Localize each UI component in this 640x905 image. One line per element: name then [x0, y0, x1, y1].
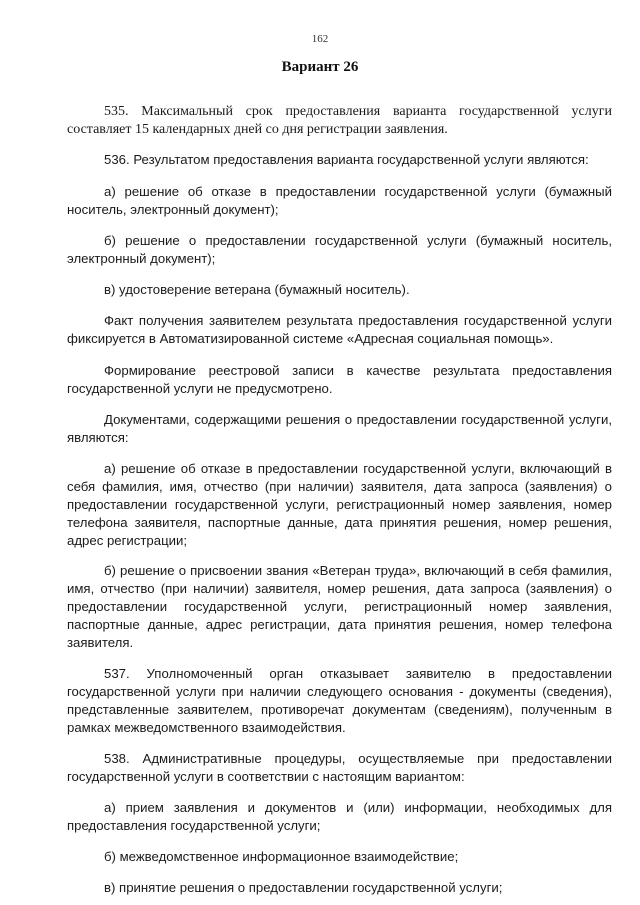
paragraph-registry: Формирование реестровой записи в качестве результата предоставления государственной услуги не предусмотрено. — [67, 363, 612, 396]
page-number: 162 — [311, 33, 329, 45]
section-title: Вариант 26 — [281, 59, 359, 75]
paragraph-535: 535. Максимальный срок предоставления варианта государственной услуги составляет 15 календарных дней со дня регистрации заявления. — [67, 104, 612, 137]
document-body — [67, 103, 612, 897]
paragraph-documents-a: а) решение об отказе в предоставлении государственной услуги, включающий в себя фамилия, имя, отчество (при наличии) заявителя, дата запроса (заявления) о предоставлении государственной услуги, регистрационный номер заявления, номер телефона заявителя, паспортные данные, дата принятия решения, номер решения, адрес регистрации; — [67, 461, 612, 548]
paragraph-536-a: а) решение об отказе в предоставлении государственной услуги (бумажный носитель, электронный документ); — [67, 184, 612, 217]
paragraph-538-a: а) прием заявления и документов и (или) информации, необходимых для предоставления государственной услуги; — [67, 800, 612, 833]
paragraph-538-b: б) межведомственное информационное взаимодействие; — [104, 849, 459, 864]
paragraph-result-fact: Факт получения заявителем результата предоставления государственной услуги фиксируется в Автоматизированной системе «Адресная социальная помощь». — [67, 313, 612, 346]
paragraph-documents-b: б) решение о присвоении звания «Ветеран труда», включающий в себя фамилия, имя, отчество (при наличии) заявителя, номер решения, дата запроса (заявления) о предоставлении государственной услуги, регистрационный номер заявления, паспортные данные, адрес регистрации, дата принятия решения, номер телефона заявителя. — [67, 563, 612, 650]
paragraph-537: 537. Уполномоченный орган отказывает заявителю в предоставлении государственной услуги при наличии следующего основания - документы (сведения), представленные заявителем, противоречат документам (сведениям), полученным в рамках межведомственного взаимодействия. — [67, 666, 612, 735]
paragraph-documents: Документами, содержащими решения о предоставлении государственной услуги, являются: — [67, 412, 612, 445]
paragraph-538-c: в) принятие решения о предоставлении государственной услуги; — [104, 880, 503, 895]
paragraph-538: 538. Административные процедуры, осуществляемые при предоставлении государственной услуги в соответствии с настоящим вариантом: — [67, 751, 612, 784]
paragraph-536: 536. Результатом предоставления варианта государственной услуги являются: — [104, 152, 589, 167]
paragraph-536-b: б) решение о предоставлении государственной услуги (бумажный носитель, электронный документ); — [67, 233, 612, 266]
paragraph-536-c: в) удостоверение ветерана (бумажный носитель). — [104, 282, 410, 297]
